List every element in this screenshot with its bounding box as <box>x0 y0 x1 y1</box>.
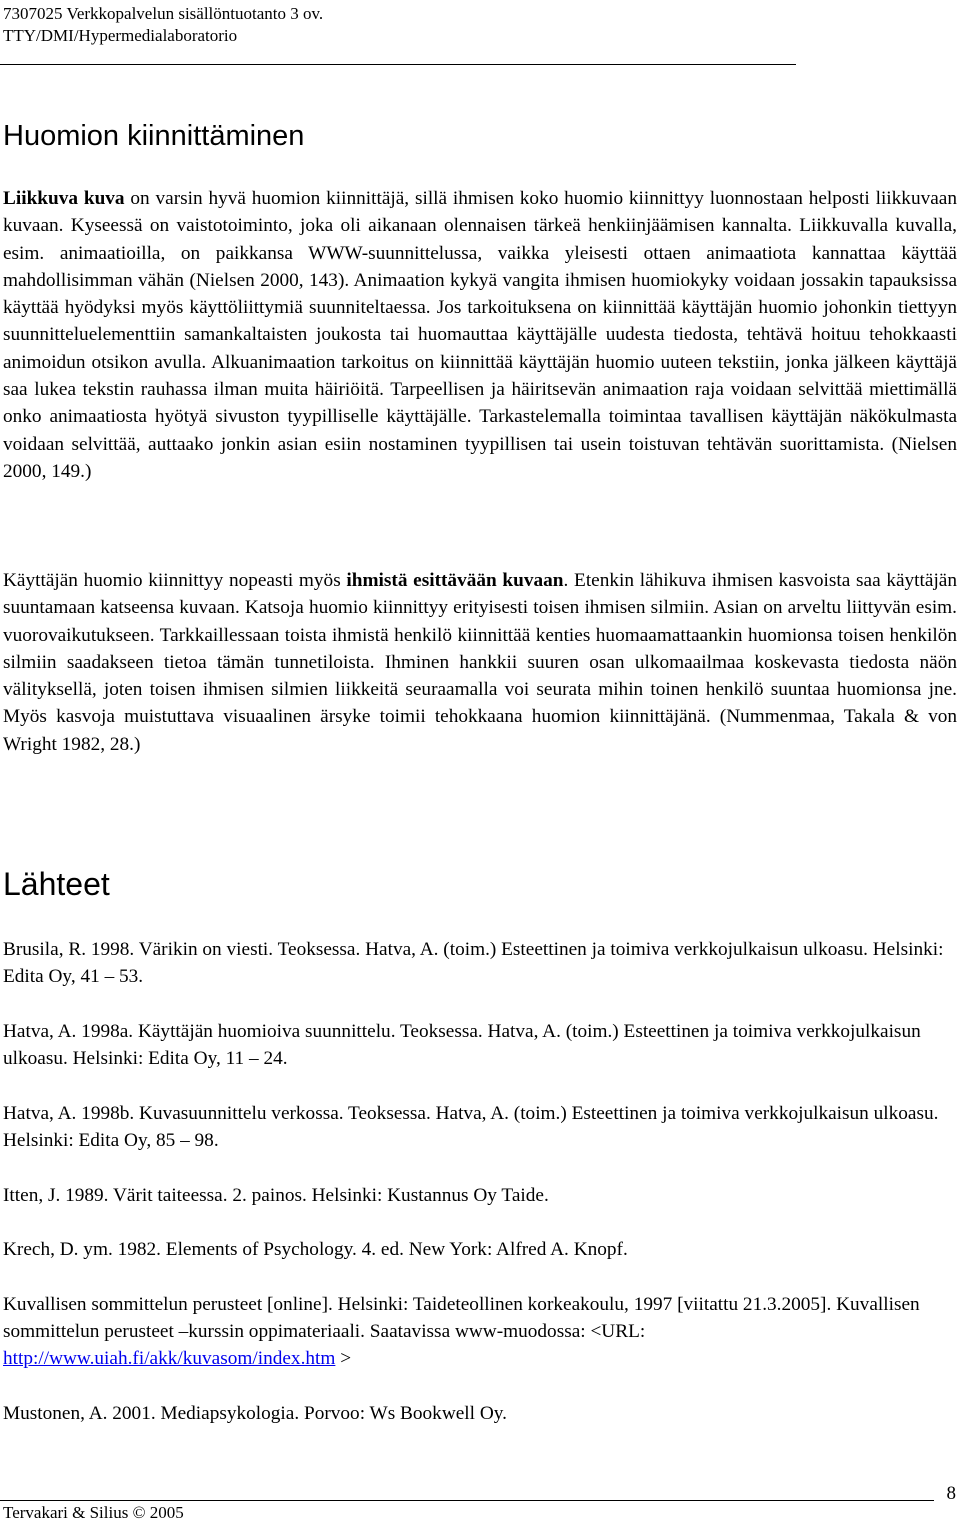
reference-item: Brusila, R. 1998. Värikin on viesti. Teoksessa. Hatva, A. (toim.) Esteettinen ja toimiva verkkojulkaisun ulkoasu. Helsinki: Edita Oy, 41 – 53. <box>3 939 944 988</box>
page-number: 8 <box>946 1483 956 1504</box>
page-header <box>3 3 323 47</box>
references-list <box>3 936 953 1455</box>
reference-item: Itten, J. 1989. Värit taiteessa. 2. painos. Helsinki: Kustannus Oy Taide. <box>3 1184 549 1206</box>
paragraph-moving-image <box>3 185 957 485</box>
reference-item: Hatva, A. 1998a. Käyttäjän huomioiva suunnittelu. Teoksessa. Hatva, A. (toim.) Esteettinen ja toimiva verkkojulkaisun ulkoasu. Helsinki: Edita Oy, 11 – 24. <box>3 1020 921 1070</box>
section-title: Huomion kiinnittäminen <box>3 120 305 152</box>
header-divider <box>0 64 796 65</box>
header-department: TTY/DMI/Hypermedialaboratorio <box>3 26 238 45</box>
paragraph-human-image <box>3 567 957 758</box>
reference-item: Mustonen, A. 2001. Mediapsykologia. Porvoo: Ws Bookwell Oy. <box>3 1403 507 1425</box>
footer-divider <box>0 1500 934 1501</box>
paragraph-text-after: . Etenkin lähikuva ihmisen kasvoista saa käyttäjän suuntamaan katseensa kuvaan. Katsoja huomio kiinnittyy erityisesti toisen ihmisen silmiin. Asian on arveltu liittyvän esim. vuorovaikutukseen. Tarkkaillessaan toista ihmistä henkilö kiinnittää kenties huomaamattaankin huomionsa toisen henkilön silmiin saadakseen tietoa tämän tunnetiloista. Ihminen hankkii suuren osan ulkomaailmaa koskevasta tiedosta näön välityksellä, joten toisen ihmisen silmien liikkeitä seuraamalla voi seurata mihin toinen henkilö suuntaa huomionsa jne. Myös kasvoja muistuttava visuaalinen ärsyke toimii tehokkaana huomion kiinnittäjänä. (Nummenmaa, Takala & von Wright 1982, 28.) <box>3 570 957 755</box>
footer-copyright: Tervakari & Silius © 2005 <box>3 1503 184 1522</box>
reference-item: Hatva, A. 1998b. Kuvasuunnittelu verkossa. Teoksessa. Hatva, A. (toim.) Esteettinen ja toimiva verkkojulkaisun ulkoasu. Helsinki: Edita Oy, 85 – 98. <box>3 1102 939 1152</box>
paragraph-text-before: Käyttäjän huomio kiinnittyy nopeasti myös <box>3 570 347 591</box>
reference-link[interactable]: http://www.uiah.fi/akk/kuvasom/index.htm <box>3 1348 336 1370</box>
references-title: Lähteet <box>3 866 110 902</box>
reference-item-online <box>3 1291 953 1373</box>
paragraph-text: on varsin hyvä huomion kiinnittäjä, sillä ihmisen koko huomio kiinnittyy luonnostaan helposti liikkuvaan kuvaan. Kyseessä on vaistotoiminto, joka oli aikanaan olennaisen tärkeä henkiinjäämisen kannalta. Liikkuvalla kuvalla, esim. animaatioilla, on paikkansa WWW-suunnittelussa, vaikka yleisesti ottaen animaatiota kannattaa käyttää mahdollisimman vähän (Nielsen 2000, 143). Animaation kykyä vangita ihmisen huomiokyky voidaan jossakin tapauksissa käyttää hyödyksi myös käyttöliittymiä suunniteltaessa. Jos tarkoituksena on kiinnittää käyttäjän huomio johonkin tiettyyn suunnitteluelementtiin samankaltaisten joukosta tai huomauttaa käyttäjälle uudesta tiedosta, tehtävä hoituu tehokkaasti animoidun otsikon avulla. Alkuanimaation tarkoitus on kiinnittää käyttäjän huomio uuteen tekstiin, jonka jälkeen käyttäjä saa lukea tekstin rauhassa ilman muita häiriöitä. Tarpeellisen ja häiritsevän animaation raja voidaan selvittää miettimällä onko animaatiosta hyötyä sivuston tyypilliselle käyttäjälle. Tarkastelemalla toimintaa tavallisen käyttäjän näkökulmasta voidaan selvittää, auttaako jonkin asian esiin nostaminen tyypillisen tai usein toistuvan tehtävän suorittamista. (Nielsen 2000, 149.) <box>3 188 957 482</box>
reference-item: Krech, D. ym. 1982. Elements of Psychology. 4. ed. New York: Alfred A. Knopf. <box>3 1239 628 1261</box>
bold-lead: Liikkuva kuva <box>3 188 125 209</box>
bold-phrase: ihmistä esittävään kuvaan <box>346 570 564 591</box>
reference-text-after: > <box>335 1348 352 1370</box>
reference-text: Kuvallisen sommittelun perusteet [online]. Helsinki: Taideteollinen korkeakoulu, 1997 [viitattu 21.3.2005]. Kuvallisen sommittelun perusteet –kurssin oppimateriaali. Saatavissa www-muodossa: <URL: <box>3 1293 920 1343</box>
header-course: 7307025 Verkkopalvelun sisällöntuotanto 3 ov. <box>3 4 324 23</box>
